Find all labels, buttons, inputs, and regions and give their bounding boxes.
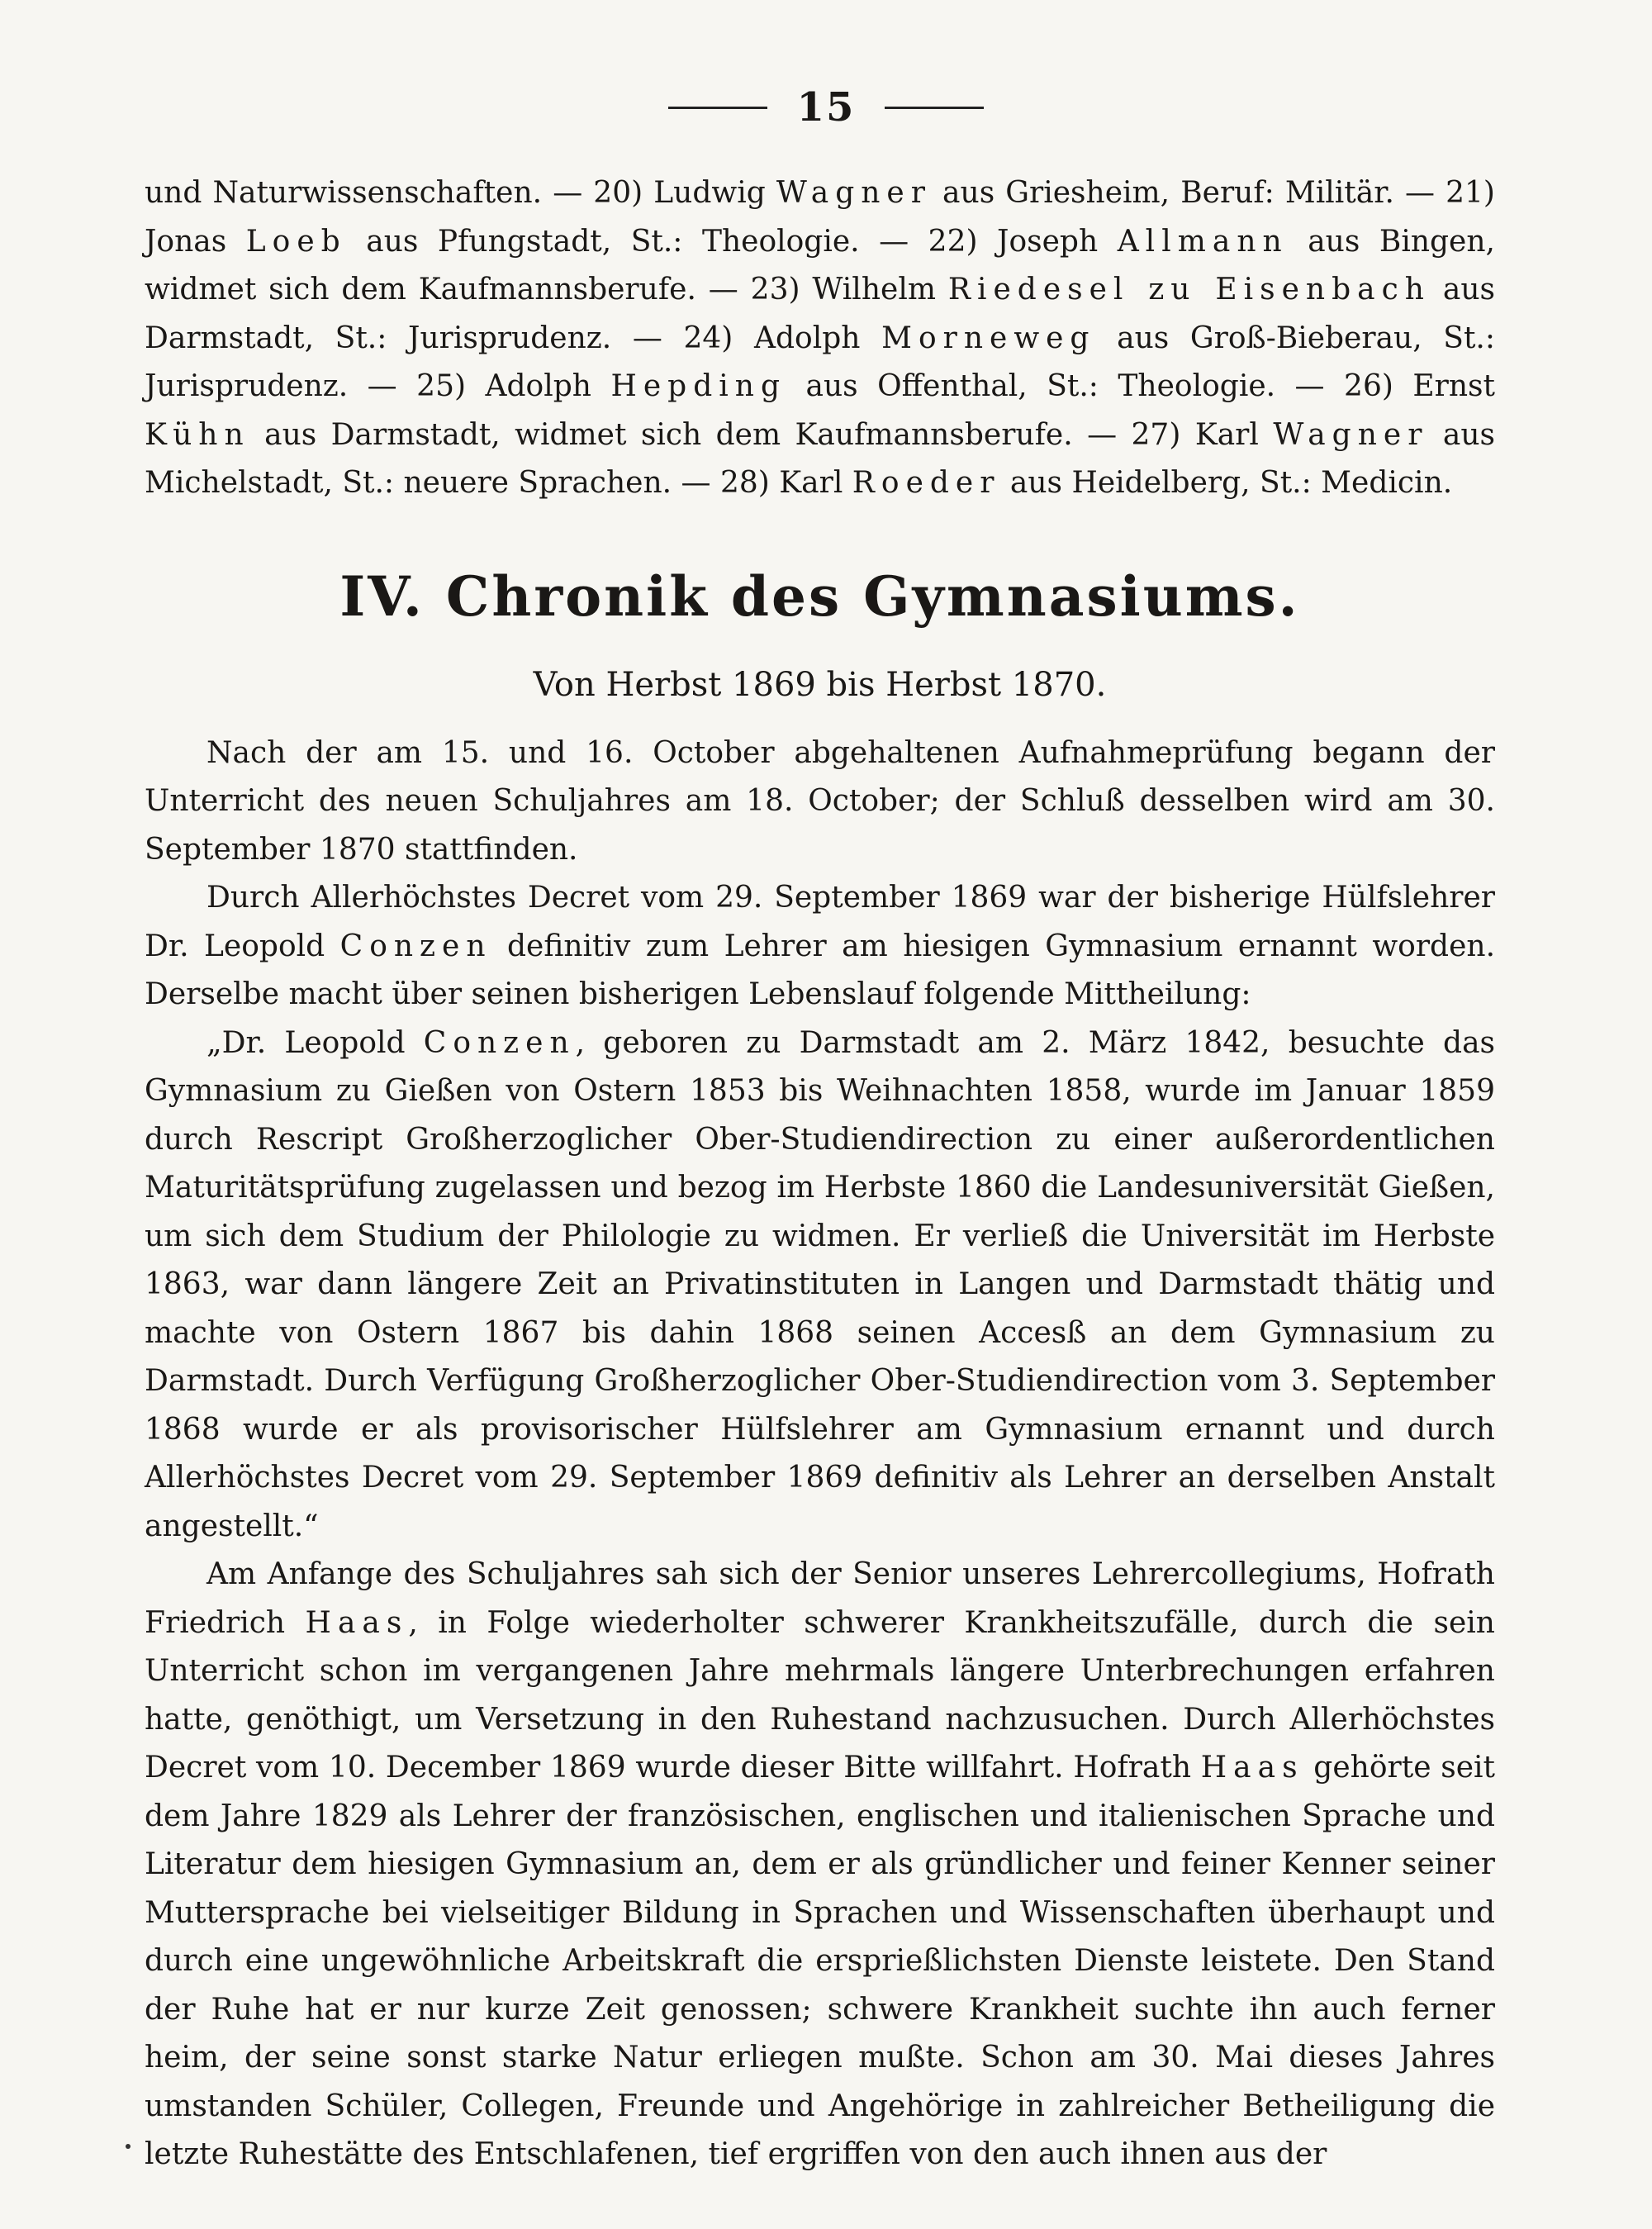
- text-run: aus Offenthal, St.: Theologie. — 26) Ernst: [786, 369, 1495, 403]
- page-body: [145, 169, 1495, 2179]
- spaced-name: Wagner: [776, 176, 932, 210]
- spaced-name: Wagner: [1273, 417, 1429, 452]
- text-run: , in Folge wiederholter schwerer Krankheitszufälle, durch die sein Unterricht schon im vergangenen Jahre mehrmals längere Unterbrechungen erfahren hatte, genöthigt, um Versetzung in den Ruhestand nachzusuchen. Durch Allerhöchstes Decret vom 10. December 1869 wurde dieser Bitte willfahrt. Hofrath: [145, 1605, 1495, 1785]
- spaced-name: Hepding: [610, 369, 786, 403]
- text-run: gehörte seit dem Jahre 1829 als Lehrer der französischen, englischen und italienischen Sprache und Literatur dem hiesigen Gymnasium an, dem er als gründlicher und feiner Kenner seiner Muttersprache bei vielseitiger Bildung in Sprachen und Wissenschaften überhaupt und durch eine ungewöhnliche Arbeitskraft die ersprießlichsten Dienste leistete. Den Stand der Ruhe hat er nur kurze Zeit genossen; schwere Krankheit suchte ihn auch ferner heim, der seine sonst starke Natur erliegen mußte. Schon am 30. Mai dieses Jahres umstanden Schüler, Collegen, Freunde und Angehörige in zahlreicher Betheiligung die letzte Ruhestätte des Entschlafenen, tief ergriffen von den auch ihnen aus der: [145, 1751, 1495, 2171]
- text-run: aus Bingen, widmet sich dem Kaufmannsberufe. — 23) Wilhelm: [145, 224, 1495, 307]
- header-rule-left: [668, 107, 767, 109]
- continuation-paragraph: [145, 169, 1495, 508]
- text-run: , geboren zu Darmstadt am 2. März 1842, besuchte das Gymnasium zu Gießen von Ostern 1853 bis Weihnachten 1858, wurde im Januar 1859 durch Rescript Großherzoglicher Ober-Studiendirection zu einer außerordentlichen Maturitätsprüfung zugelassen und bezog im Herbste 1860 die Landesuniversität Gießen, um sich dem Studium der Philologie zu widmen. Er verließ die Universität im Herbste 1863, war dann längere Zeit an Privatinstituten in Langen und Darmstadt thätig und machte von Ostern 1867 bis dahin 1868 seinen Accesß an dem Gymnasium zu Darmstadt. Durch Verfügung Großherzoglicher Ober-Studiendirection vom 3. September 1868 wurde er als provisorischer Hülfslehrer am Gymnasium ernannt und durch Allerhöchstes Decret vom 29. September 1869 definitiv als Lehrer an derselben Anstalt angestellt.“: [145, 1025, 1496, 1543]
- text-run: aus Darmstadt, widmet sich dem Kaufmannsberufe. — 27) Karl: [249, 417, 1274, 452]
- spaced-name: Conzen: [423, 1025, 576, 1060]
- text-run: aus Darmstadt, St.: Jurisprudenz. — 24) Adolph: [145, 273, 1495, 355]
- spaced-name: Allmann: [1117, 224, 1289, 259]
- spaced-name: Roeder: [852, 466, 1001, 500]
- spaced-name: Riedesel zu Eisenbach: [947, 273, 1431, 307]
- spaced-name: Conzen: [339, 929, 492, 963]
- text-run: und Naturwissenschaften. — 20) Ludwig: [145, 176, 776, 210]
- header-rule-right: [885, 107, 984, 109]
- ink-speck: [126, 2144, 131, 2149]
- section-subtitle: Von Herbst 1869 bis Herbst 1870.: [533, 665, 1107, 704]
- spaced-name: Loeb: [245, 224, 347, 259]
- text-run: „Dr. Leopold: [206, 1025, 424, 1060]
- spaced-name: Kühn: [145, 417, 250, 452]
- spaced-name: Haas: [1200, 1751, 1304, 1785]
- text-run: aus Michelstadt, St.: neuere Sprachen. — 28) Karl: [145, 417, 1495, 500]
- page-number: 15: [796, 84, 856, 131]
- intro-paragraph: Nach der am 15. und 16. October abgehaltenen Aufnahmeprüfung begann der Unterricht des neuen Schuljahres am 18. October; der Schluß desselben wird am 30. September 1870 stattfinden.: [145, 735, 1495, 867]
- section-heading-block: [145, 559, 1495, 708]
- quote-paragraph: [145, 1019, 1495, 1552]
- section-title: IV. Chronik des Gymnasiums.: [339, 563, 1300, 629]
- text-run: aus Pfungstadt, St.: Theologie. — 22) Joseph: [346, 224, 1118, 259]
- text-run: aus Groß-Bieberau, St.: Jurisprudenz. — 25) Adolph: [145, 321, 1495, 403]
- text-run: Durch Allerhöchstes Decret vom 29. September 1869 war der bisherige Hülfslehrer Dr. Leopold: [145, 881, 1495, 963]
- decret-paragraph: [145, 874, 1495, 1019]
- haas-paragraph: [145, 1551, 1495, 2179]
- text-run: aus Heidelberg, St.: Medicin.: [1000, 466, 1453, 500]
- page-header: [0, 78, 1652, 136]
- text-run: Am Anfange des Schuljahres sah sich der Senior unseres Lehrercollegiums, Hofrath Friedrich: [145, 1557, 1495, 1640]
- text-run: definitiv zum Lehrer am hiesigen Gymnasium ernannt worden. Derselbe macht über seinen bisherigen Lebenslauf folgende Mittheilung:: [145, 929, 1496, 1011]
- spaced-name: Morneweg: [881, 321, 1096, 355]
- spaced-name: Haas: [305, 1605, 409, 1640]
- text-run: aus Griesheim, Beruf: Militär. — 21) Jonas: [145, 176, 1495, 259]
